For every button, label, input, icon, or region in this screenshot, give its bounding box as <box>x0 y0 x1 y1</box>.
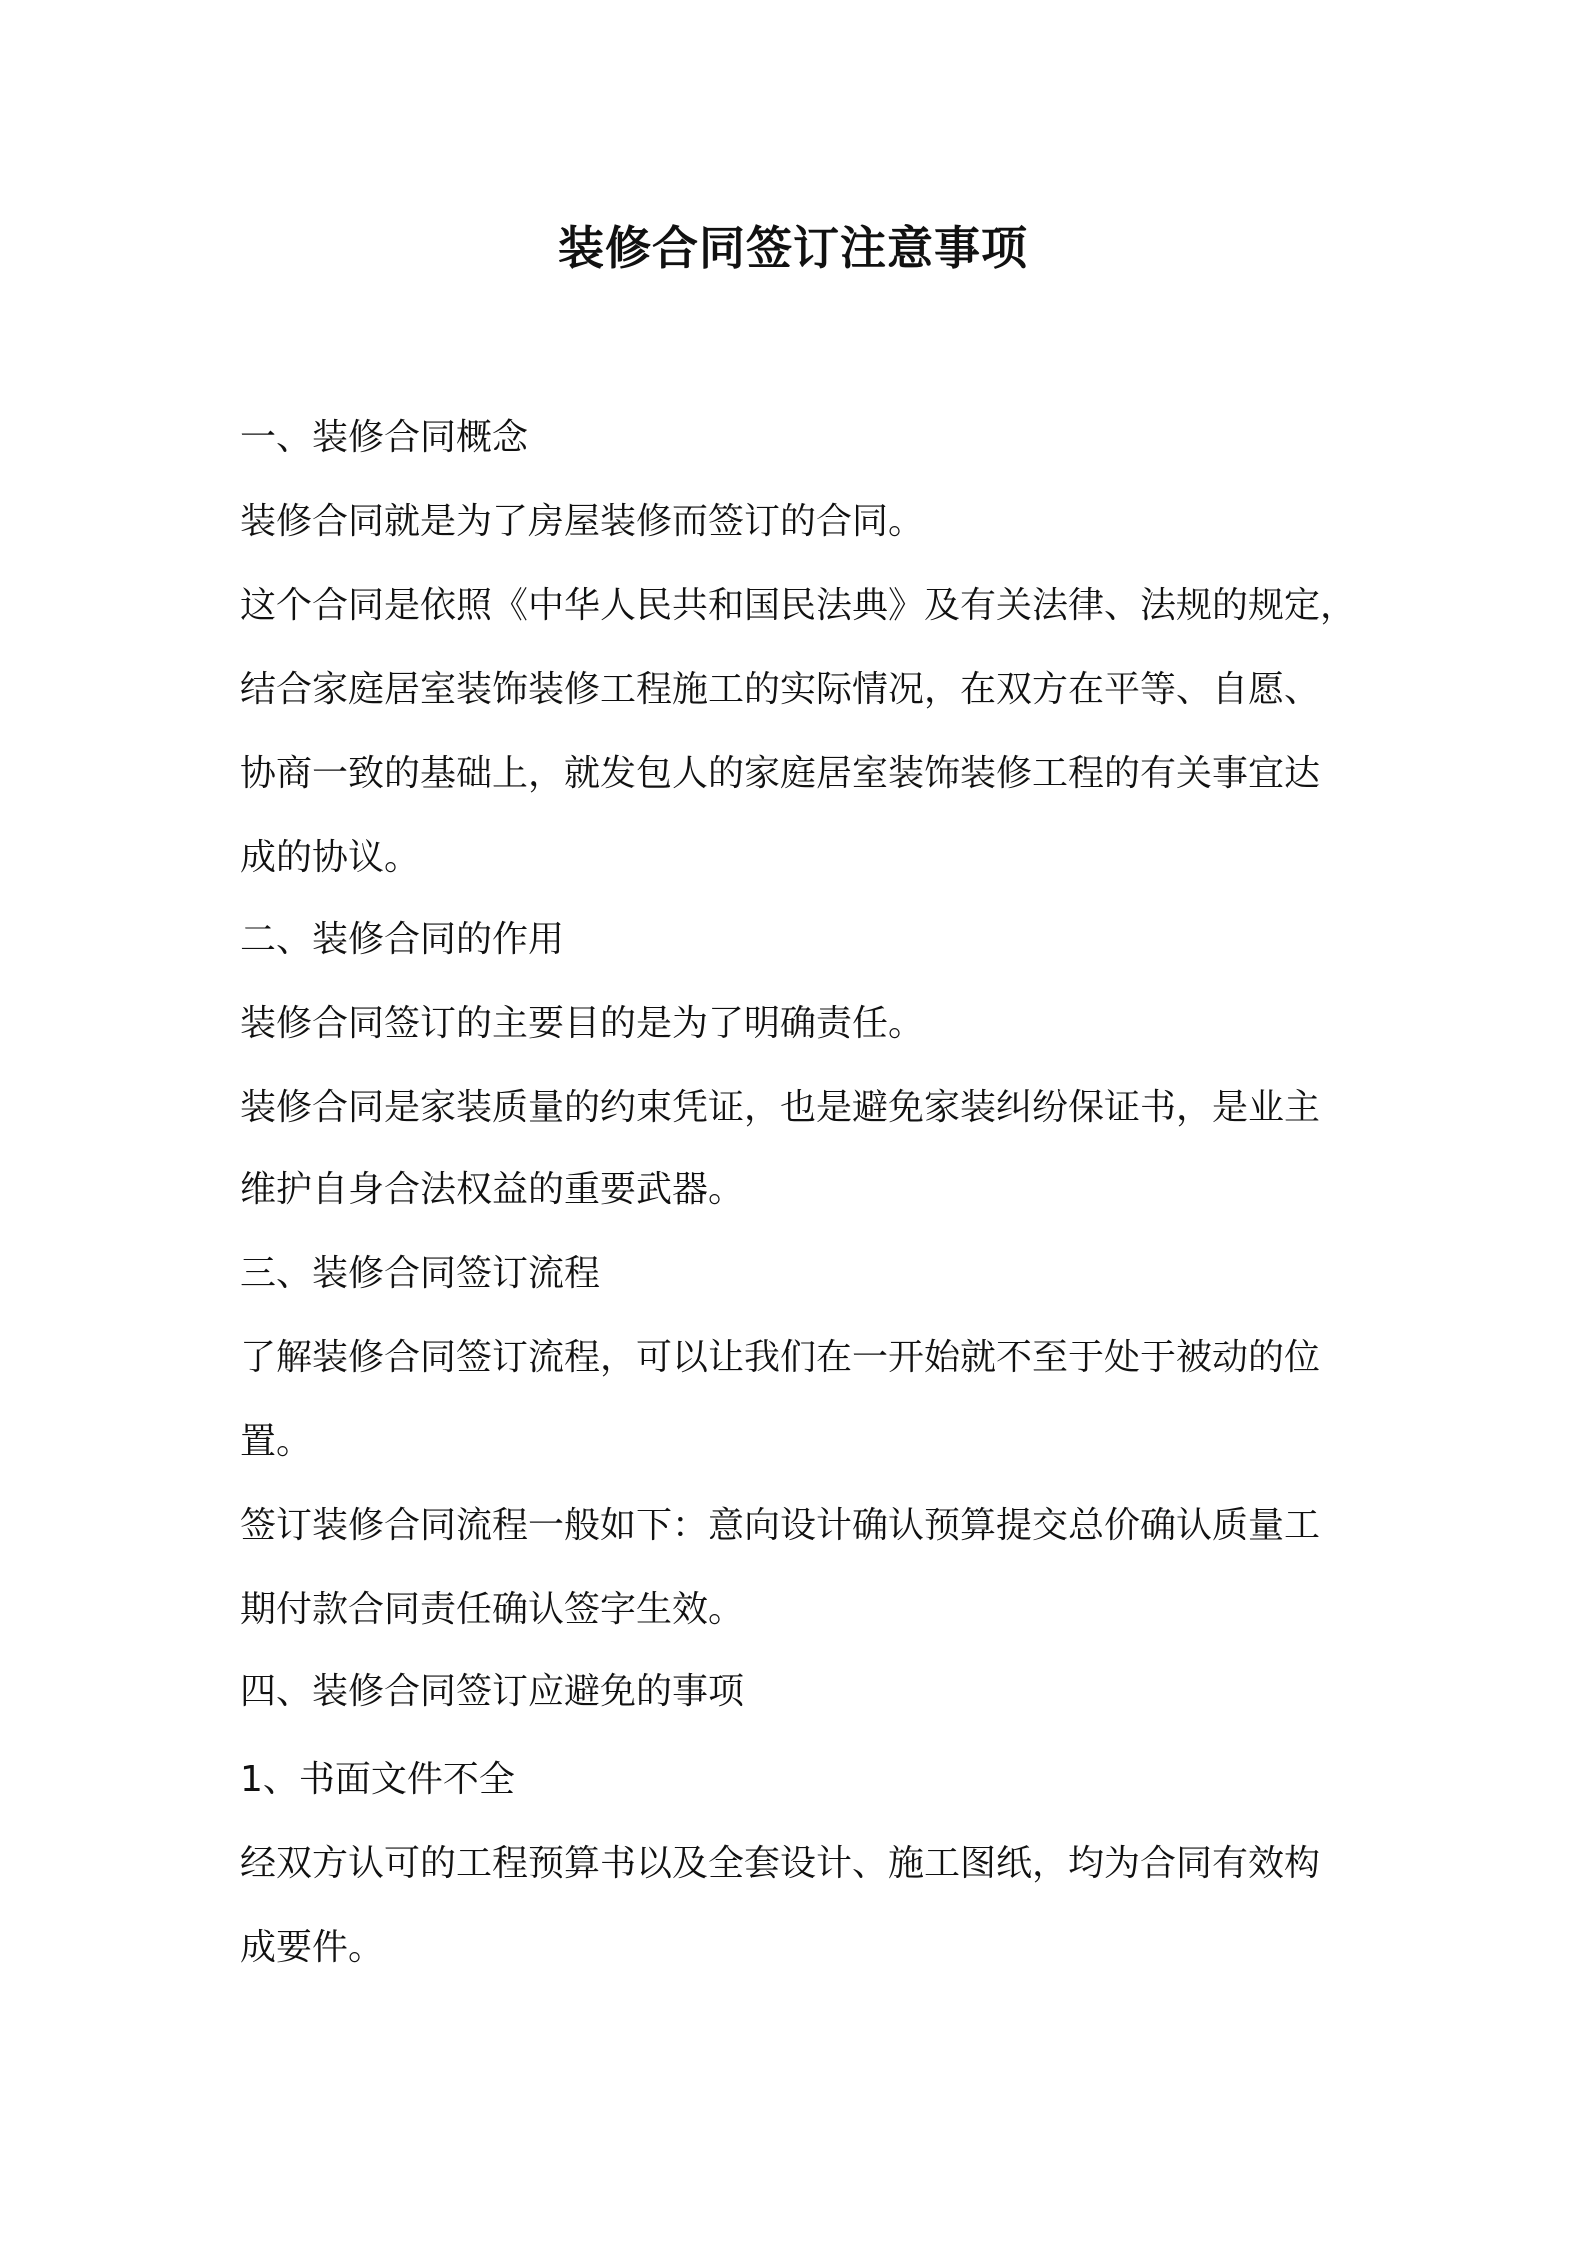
subsection-heading: 1、书面文件不全 <box>240 1759 515 1800</box>
paragraph-line: 装修合同是家装质量的约束凭证，也是避免家装纠纷保证书，是业主 <box>240 1087 1321 1128</box>
paragraph-line: 置。 <box>240 1421 313 1462</box>
section-heading-concept: 一、装修合同概念 <box>240 417 529 458</box>
section-heading-purpose: 二、装修合同的作用 <box>240 919 565 960</box>
paragraph-line: 签订装修合同流程一般如下：意向设计确认预算提交总价确认质量工 <box>240 1505 1321 1546</box>
paragraph-line: 维护自身合法权益的重要武器。 <box>240 1169 745 1210</box>
paragraph-line: 装修合同签订的主要目的是为了明确责任。 <box>240 1003 925 1044</box>
paragraph-line: 这个合同是依照《中华人民共和国民法典》及有关法律、法规的规定， <box>240 585 1357 626</box>
paragraph-line: 了解装修合同签订流程，可以让我们在一开始就不至于处于被动的位 <box>240 1337 1321 1378</box>
paragraph-line: 装修合同就是为了房屋装修而签订的合同。 <box>240 501 925 542</box>
document-title: 装修合同签订注意事项 <box>558 221 1028 275</box>
paragraph-line: 经双方认可的工程预算书以及全套设计、施工图纸，均为合同有效构 <box>240 1843 1321 1884</box>
paragraph-line: 协商一致的基础上，就发包人的家庭居室装饰装修工程的有关事宜达 <box>240 753 1321 794</box>
paragraph-line: 结合家庭居室装饰装修工程施工的实际情况，在双方在平等、自愿、 <box>240 669 1321 710</box>
paragraph-line: 成要件。 <box>240 1927 385 1968</box>
section-heading-process: 三、装修合同签订流程 <box>240 1253 601 1294</box>
paragraph-line: 成的协议。 <box>240 837 421 878</box>
section-heading-avoid: 四、装修合同签订应避免的事项 <box>240 1671 745 1712</box>
paragraph-line: 期付款合同责任确认签字生效。 <box>240 1589 745 1630</box>
